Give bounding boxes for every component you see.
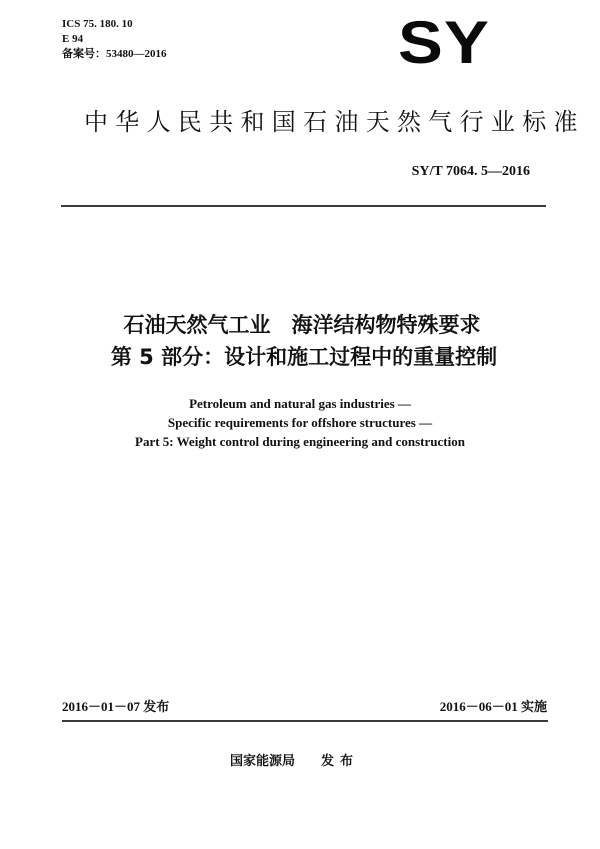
top-divider [61,205,546,207]
bottom-divider [62,720,548,722]
sy-logo [398,9,516,76]
standard-number: SY/T 7064. 5—2016 [411,164,530,179]
ics-code: ICS 75. 180. 10 [62,18,133,30]
title-en-line-2: Specific requirements for offshore structures — [167,415,433,430]
sy-logo-text: SY [398,9,490,76]
issue-date: 2016－01－07 发布 [62,699,170,714]
publisher [230,754,359,770]
implementation-date: 2016－06－01 实施 [439,699,547,714]
title-cn-line-1: 石油天然气工业 海洋结构物特殊要求 [123,313,481,337]
publisher-name: 国家能源局 [230,754,296,769]
title-en-line-3: Part 5: Weight control during engineering and construction [135,434,465,449]
publisher-action: 发布 [321,754,360,769]
standard-heading: 中华人民共和国石油天然气行业标准 [84,108,585,136]
title-en-line-1: Petroleum and natural gas industries — [189,396,411,411]
classification-code: E 94 [62,33,84,45]
record-number: 备案号：53480—2016 [62,48,167,60]
title-cn-line-2: 第 5 部分：设计和施工过程中的重量控制 [110,345,498,369]
